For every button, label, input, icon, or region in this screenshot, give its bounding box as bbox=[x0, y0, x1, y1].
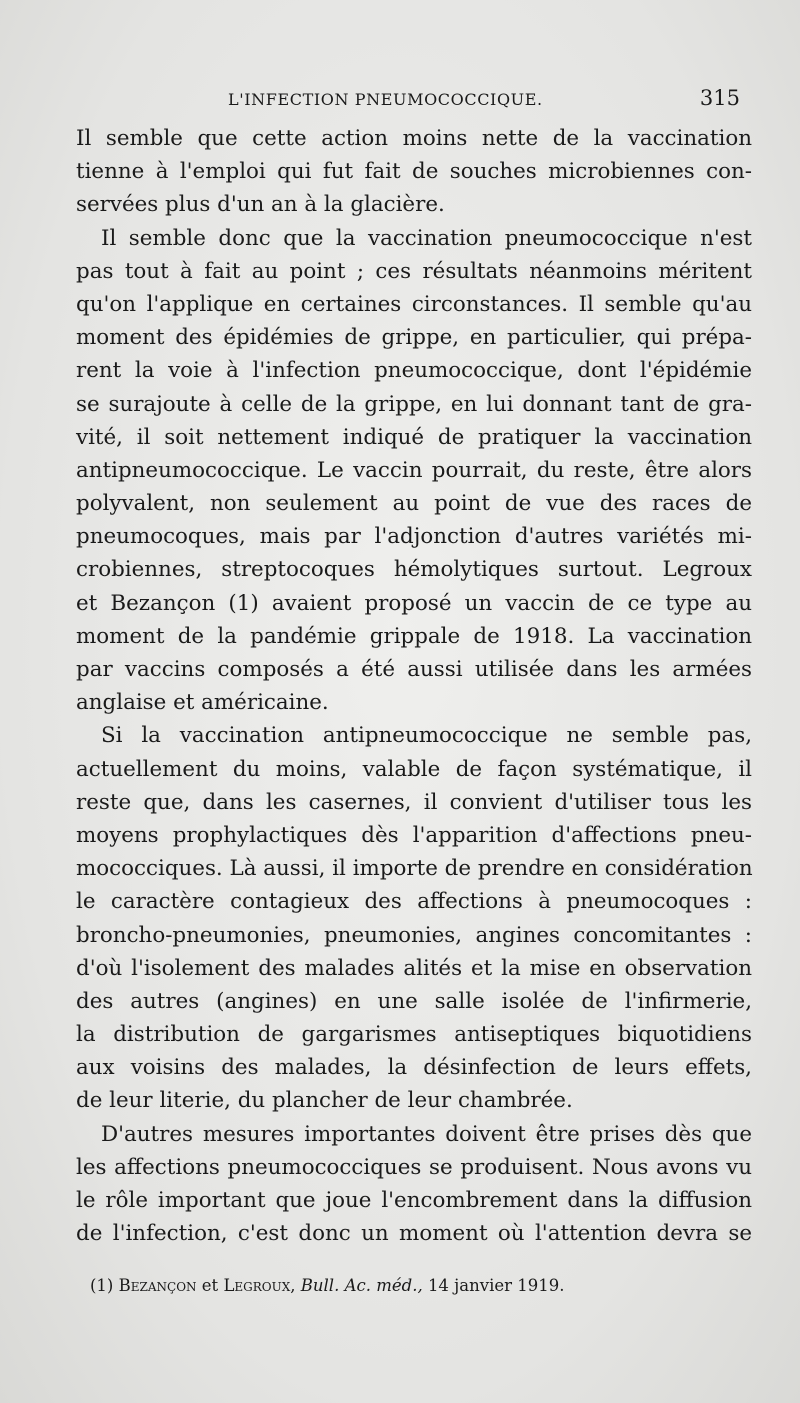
text-line: Il semble donc que la vaccination pneumococcique n'est bbox=[101, 225, 752, 251]
text-line: le rôle important que joue l'encombrement dans la diffusion bbox=[76, 1188, 752, 1213]
body-text bbox=[76, 122, 752, 1250]
text-line: d'où l'isolement des malades alités et la mise en observation bbox=[76, 955, 752, 981]
text-line: Il semble que cette action moins nette de la vaccination bbox=[76, 126, 752, 151]
text-line: aux voisins des malades, la désinfection de leurs effets, bbox=[76, 1055, 752, 1081]
running-title: L'INFECTION PNEUMOCOCCIQUE. bbox=[228, 90, 543, 109]
text-line: antipneumococcique. Le vaccin pourrait, du reste, être alors bbox=[76, 457, 752, 483]
text-line: D'autres mesures importantes doivent être prises dès que bbox=[101, 1121, 752, 1147]
text-line: pas tout à fait au point ; ces résultats néanmoins méritent bbox=[76, 258, 752, 284]
text-line: servées plus d'un an à la glacière. bbox=[76, 192, 445, 218]
text-line: vité, il soit nettement indiqué de pratiquer la vaccination bbox=[76, 424, 752, 450]
text-line: se surajoute à celle de la grippe, en lui donnant tant de gra- bbox=[76, 391, 752, 417]
text-line: les affections pneumococciques se produisent. Nous avons vu bbox=[76, 1154, 752, 1180]
text-line: anglaise et américaine. bbox=[76, 690, 329, 716]
text-line: broncho-pneumonies, pneumonies, angines concomitantes : bbox=[76, 922, 752, 948]
text-line: moment de la pandémie grippale de 1918. La vaccination bbox=[76, 623, 752, 649]
text-line: Si la vaccination antipneumococcique ne semble pas, bbox=[101, 723, 752, 749]
text-line: mococciques. Là aussi, il importe de prendre en considération bbox=[76, 856, 753, 882]
text-line: qu'on l'applique en certaines circonstances. Il semble qu'au bbox=[76, 291, 752, 317]
text-line: reste que, dans les casernes, il convient d'utiliser tous les bbox=[76, 789, 752, 815]
text-line: des autres (angines) en une salle isolée de l'infirmerie, bbox=[76, 988, 752, 1014]
footnote-author: Bezançon bbox=[118, 1276, 197, 1295]
text-line: crobiennes, streptocoques hémolytiques surtout. Legroux bbox=[76, 557, 752, 583]
text-line: de l'infection, c'est donc un moment où l'attention devra se bbox=[76, 1221, 752, 1247]
text-line: de leur literie, du plancher de leur chambrée. bbox=[76, 1088, 573, 1114]
text-line: actuellement du moins, valable de façon systématique, il bbox=[76, 756, 752, 782]
text-line: la distribution de gargarismes antiseptiques biquotidiens bbox=[76, 1022, 752, 1048]
text-line: et Bezançon (1) avaient proposé un vaccin de ce type au bbox=[76, 590, 752, 616]
text-line: polyvalent, non seulement au point de vue des races de bbox=[76, 491, 752, 517]
page-number: 315 bbox=[699, 86, 740, 110]
footnote-date: 14 janvier 1919. bbox=[427, 1276, 565, 1295]
text-line: moment des épidémies de grippe, en particulier, qui prépa- bbox=[76, 325, 752, 351]
text-line: moyens prophylactiques dès l'apparition d'affections pneu- bbox=[76, 822, 752, 848]
page-header bbox=[76, 86, 740, 114]
footnote bbox=[90, 1276, 565, 1295]
footnote-marker: (1) bbox=[90, 1276, 114, 1295]
text-line: par vaccins composés a été aussi utilisée dans les armées bbox=[76, 657, 752, 682]
text-line: rent la voie à l'infection pneumococcique, dont l'épidémie bbox=[76, 358, 752, 384]
text-line: pneumocoques, mais par l'adjonction d'autres variétés mi- bbox=[76, 524, 752, 550]
text-line: le caractère contagieux des affections à pneumocoques : bbox=[76, 889, 752, 915]
footnote-author: Legroux, bbox=[223, 1276, 296, 1295]
text-line: tienne à l'emploi qui fut fait de souches microbiennes con- bbox=[76, 159, 752, 185]
footnote-journal: Bull. Ac. méd., bbox=[300, 1276, 423, 1295]
footnote-conjunction: et bbox=[201, 1276, 219, 1295]
